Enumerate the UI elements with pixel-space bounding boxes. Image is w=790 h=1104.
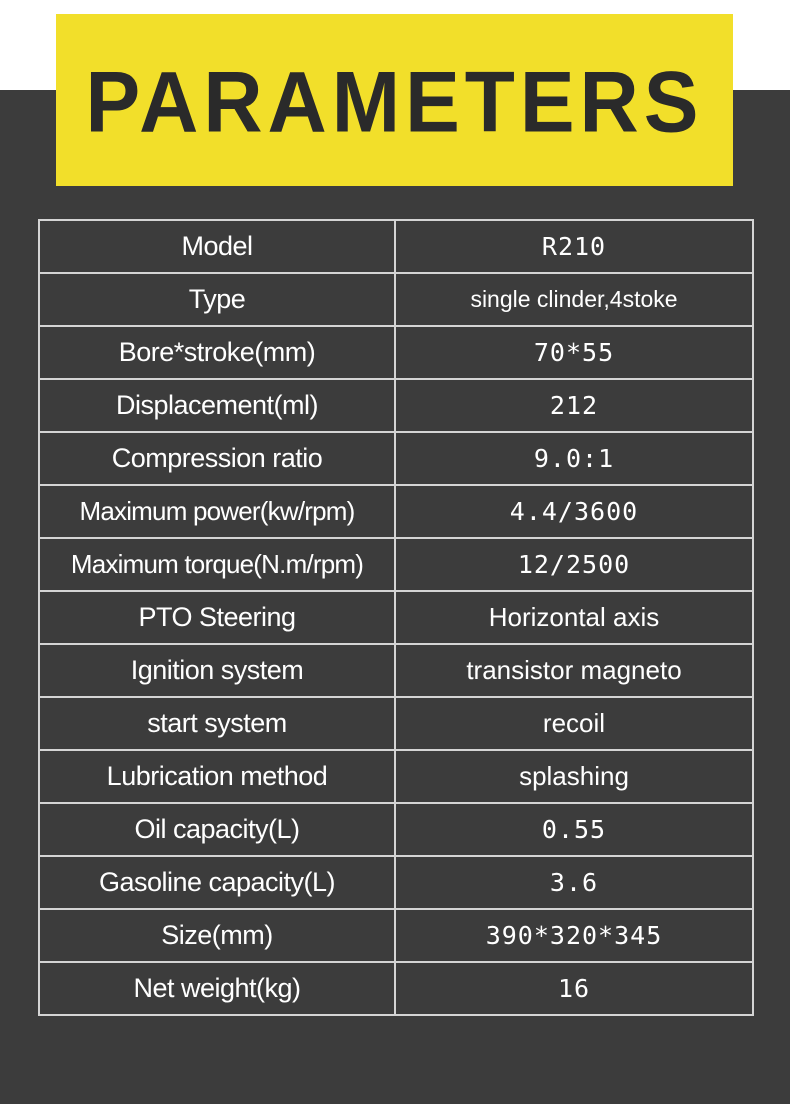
spec-value-compression-ratio: 9.0:1 (395, 432, 753, 485)
table-row (39, 909, 753, 962)
table-row (39, 803, 753, 856)
spec-label-maximum-power: Maximum power(kw/rpm) (39, 485, 395, 538)
spec-value-pto-steering: Horizontal axis (395, 591, 753, 644)
spec-label-net-weight: Net weight(kg) (39, 962, 395, 1015)
spec-label-oil-capacity: Oil capacity(L) (39, 803, 395, 856)
spec-label-gasoline-capacity: Gasoline capacity(L) (39, 856, 395, 909)
spec-value-ignition-system: transistor magneto (395, 644, 753, 697)
spec-value-bore-stroke: 70*55 (395, 326, 753, 379)
table-row (39, 697, 753, 750)
spec-label-displacement: Displacement(ml) (39, 379, 395, 432)
table-row (39, 379, 753, 432)
parameters-table (38, 219, 754, 1016)
spec-value-oil-capacity: 0.55 (395, 803, 753, 856)
table-row (39, 856, 753, 909)
table-row (39, 962, 753, 1015)
title-banner (56, 14, 733, 186)
spec-value-displacement: 212 (395, 379, 753, 432)
spec-value-size: 390*320*345 (395, 909, 753, 962)
table-row (39, 538, 753, 591)
table-row (39, 432, 753, 485)
table-row (39, 644, 753, 697)
table-row (39, 591, 753, 644)
spec-value-net-weight: 16 (395, 962, 753, 1015)
spec-label-pto-steering: PTO Steering (39, 591, 395, 644)
spec-label-start-system: start system (39, 697, 395, 750)
spec-value-model: R210 (395, 220, 753, 273)
spec-value-gasoline-capacity: 3.6 (395, 856, 753, 909)
spec-label-ignition-system: Ignition system (39, 644, 395, 697)
spec-value-lubrication-method: splashing (395, 750, 753, 803)
table-row (39, 273, 753, 326)
spec-label-maximum-torque: Maximum torque(N.m/rpm) (39, 538, 395, 591)
spec-label-type: Type (39, 273, 395, 326)
table-row (39, 750, 753, 803)
spec-value-type: single clinder,4stoke (395, 273, 753, 326)
spec-value-maximum-power: 4.4/3600 (395, 485, 753, 538)
spec-label-size: Size(mm) (39, 909, 395, 962)
spec-label-compression-ratio: Compression ratio (39, 432, 395, 485)
spec-label-bore-stroke: Bore*stroke(mm) (39, 326, 395, 379)
spec-label-lubrication-method: Lubrication method (39, 750, 395, 803)
table-row (39, 326, 753, 379)
table-row (39, 485, 753, 538)
spec-label-model: Model (39, 220, 395, 273)
spec-value-maximum-torque: 12/2500 (395, 538, 753, 591)
spec-value-start-system: recoil (395, 697, 753, 750)
table-row (39, 220, 753, 273)
page-title: PARAMETERS (85, 54, 704, 151)
